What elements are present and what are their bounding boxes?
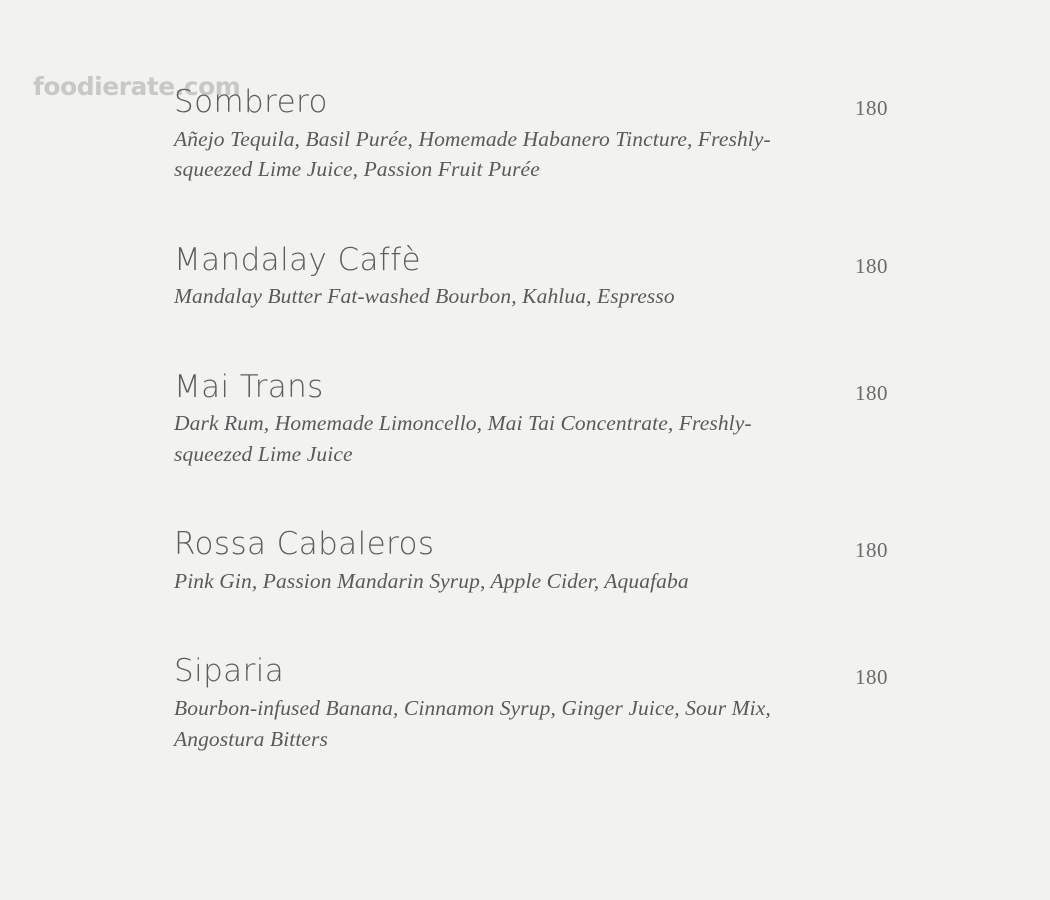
menu-item-description: Bourbon-infused Banana, Cinnamon Syrup, Ginger Juice, Sour Mix, Angostura Bitters xyxy=(174,695,771,751)
menu-item-name: Mai Trans xyxy=(174,368,324,405)
menu-item-description: Pink Gin, Passion Mandarin Syrup, Apple Cider, Aquafaba xyxy=(174,568,689,593)
menu-item-price: 180 xyxy=(855,253,888,278)
menu-item-price: 180 xyxy=(855,538,888,563)
menu-item-name: Mandalay Caffè xyxy=(174,241,422,278)
menu-item-description: Mandalay Butter Fat-washed Bourbon, Kahlua, Espresso xyxy=(174,284,675,309)
menu-item xyxy=(0,242,1050,312)
menu-item-name: Siparia xyxy=(174,653,285,690)
menu-item-name: Sombrero xyxy=(174,84,328,120)
menu-item-description: Añejo Tequila, Basil Purée, Homemade Habanero Tincture, Freshly-squeezed Lime Juice, Passion Fruit Purée xyxy=(174,126,771,182)
menu-item-description: Dark Rum, Homemade Limoncello, Mai Tai Concentrate, Freshly-squeezed Lime Juice xyxy=(174,411,752,466)
site-watermark: foodierate.com xyxy=(33,72,241,101)
menu-item xyxy=(0,84,1050,185)
menu-item-name: Rossa Cabaleros xyxy=(174,526,435,563)
menu-item xyxy=(0,526,1050,596)
menu-item-price: 180 xyxy=(855,380,888,405)
menu-item xyxy=(0,653,1050,754)
menu-item-price: 180 xyxy=(855,665,888,690)
menu-item xyxy=(0,369,1050,470)
menu-item-price: 180 xyxy=(855,96,888,120)
